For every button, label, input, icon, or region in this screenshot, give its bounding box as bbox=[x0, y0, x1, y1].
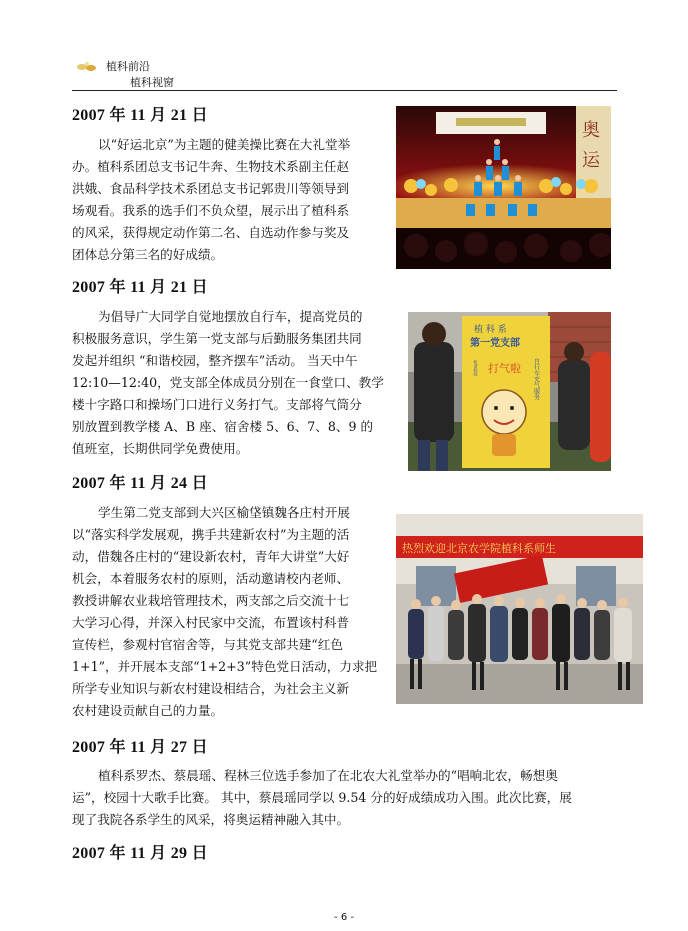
banner-title-text: 植 科 系 bbox=[474, 325, 507, 335]
entry-body bbox=[72, 765, 620, 831]
svg-text:奥: 奥 bbox=[582, 120, 600, 141]
entry-line: 积极服务意识，学生第一党支部与后勤服务集团共同 bbox=[72, 331, 362, 346]
entry-body bbox=[72, 306, 392, 460]
banner-left-text: 和谐校园 bbox=[473, 360, 479, 376]
entry-line: 学生第二党支部到大兴区榆垡镇魏各庄村开展 bbox=[98, 505, 350, 520]
header-logo-icon bbox=[76, 60, 98, 74]
banner-subtitle-text: 第一党支部 bbox=[470, 338, 520, 349]
aerobics-stage-image bbox=[396, 106, 611, 269]
photo-bicycle-pump-banner bbox=[408, 312, 611, 471]
header-title-primary: 植科前沿 bbox=[106, 60, 150, 73]
photo-aerobics-stage bbox=[396, 106, 611, 269]
entry-line: 以“好运北京”为主题的健美操比赛在大礼堂举 bbox=[98, 137, 351, 152]
village-banner-text: 热烈欢迎北京农学院植科系师生 bbox=[402, 542, 556, 555]
entry-line: 植科系罗杰、蔡晨瑶、程林三位选手参加了在北农大礼堂举办的“唱响北农，畅想奥 bbox=[98, 768, 558, 783]
banner-side-text: 自行车充气服务 bbox=[532, 358, 540, 400]
entry-line: 现了我院各系学生的风采，将奥运精神融入其中。 bbox=[72, 812, 350, 827]
svg-text:运: 运 bbox=[582, 150, 600, 171]
entry-line: 运”，校园十大歌手比赛。 其中，蔡晨瑶同学以 9.54 分的好成绩成功入围。此次比赛，展 bbox=[72, 790, 572, 805]
page-number: - 6 - bbox=[334, 912, 354, 923]
entry-line: 动，借魏各庄村的“建设新农村，青年大讲堂”大好 bbox=[72, 549, 350, 564]
entry-line: 以“落实科学发展观，携手共建新农村”为主题的活 bbox=[72, 527, 350, 542]
entry-line: 发起并组织 “和谐校园，整齐摆车”活动。 当天中午 bbox=[72, 353, 358, 368]
entry-date: 2007 年 11 月 21 日 bbox=[72, 107, 208, 124]
entry-body bbox=[72, 134, 387, 266]
entry-date: 2007 年 11 月 21 日 bbox=[72, 279, 208, 296]
entry-body bbox=[72, 502, 388, 722]
entry-line: 的风采，获得规定动作第二名、自选动作参与奖及 bbox=[72, 225, 350, 240]
entry-line: 场观看。我系的选手们不负众望，展示出了植科系 bbox=[72, 203, 350, 218]
entry-line: 别放置到教学楼 A、B 座、宿舍楼 5、6、7、8、9 的 bbox=[72, 419, 374, 434]
entry-line: 农村建设贡献自己的力量。 bbox=[72, 703, 224, 718]
entry-line: 办。植科系团总支书记牛奔、生物技术系副主任赵 bbox=[72, 159, 350, 174]
photo-village-group bbox=[396, 514, 643, 704]
header-title-secondary: 植科视窗 bbox=[130, 76, 174, 89]
entry-line: 为倡导广大同学自觉地摆放自行车，提高党员的 bbox=[98, 309, 363, 324]
page-header bbox=[72, 52, 617, 91]
entry-line: 机会，本着服务农村的原则，活动邀请校内老师、 bbox=[72, 571, 350, 586]
entry-date: 2007 年 11 月 29 日 bbox=[72, 845, 208, 862]
entry-line: 团体总分第三名的好成绩。 bbox=[72, 247, 224, 262]
entry-date: 2007 年 11 月 27 日 bbox=[72, 739, 208, 756]
entry-date: 2007 年 11 月 24 日 bbox=[72, 475, 208, 492]
entry-line: 宣传栏，参观村官宿舍等，与其党支部共建“红色 bbox=[72, 637, 343, 652]
banner-center-text: 打气啦 bbox=[488, 362, 521, 375]
village-group-image bbox=[396, 514, 643, 704]
entry-line: 所学专业知识与新农村建设相结合，为社会主义新 bbox=[72, 681, 350, 696]
entry-line: 值班室，长期供同学免费使用。 bbox=[72, 441, 249, 456]
entry-line: 12:10—12:40，党支部全体成员分别在一食堂口、教学 bbox=[72, 375, 384, 390]
entry-line: 1+1”，并开展本支部“1+2+3”特色党日活动，力求把 bbox=[72, 659, 378, 674]
bicycle-banner-image bbox=[408, 312, 611, 471]
entry-line: 楼十字路口和操场门口进行义务打气。支部将气筒分 bbox=[72, 397, 362, 412]
entry-line: 大学习心得，并深入村民家中交流，布置该村科普 bbox=[72, 615, 350, 630]
entry-line: 教授讲解农业栽培管理技术，两支部之后交流十七 bbox=[72, 593, 350, 608]
entry-line: 洪娥、食品科学技术系团总支书记郭贵川等领导到 bbox=[72, 181, 350, 196]
